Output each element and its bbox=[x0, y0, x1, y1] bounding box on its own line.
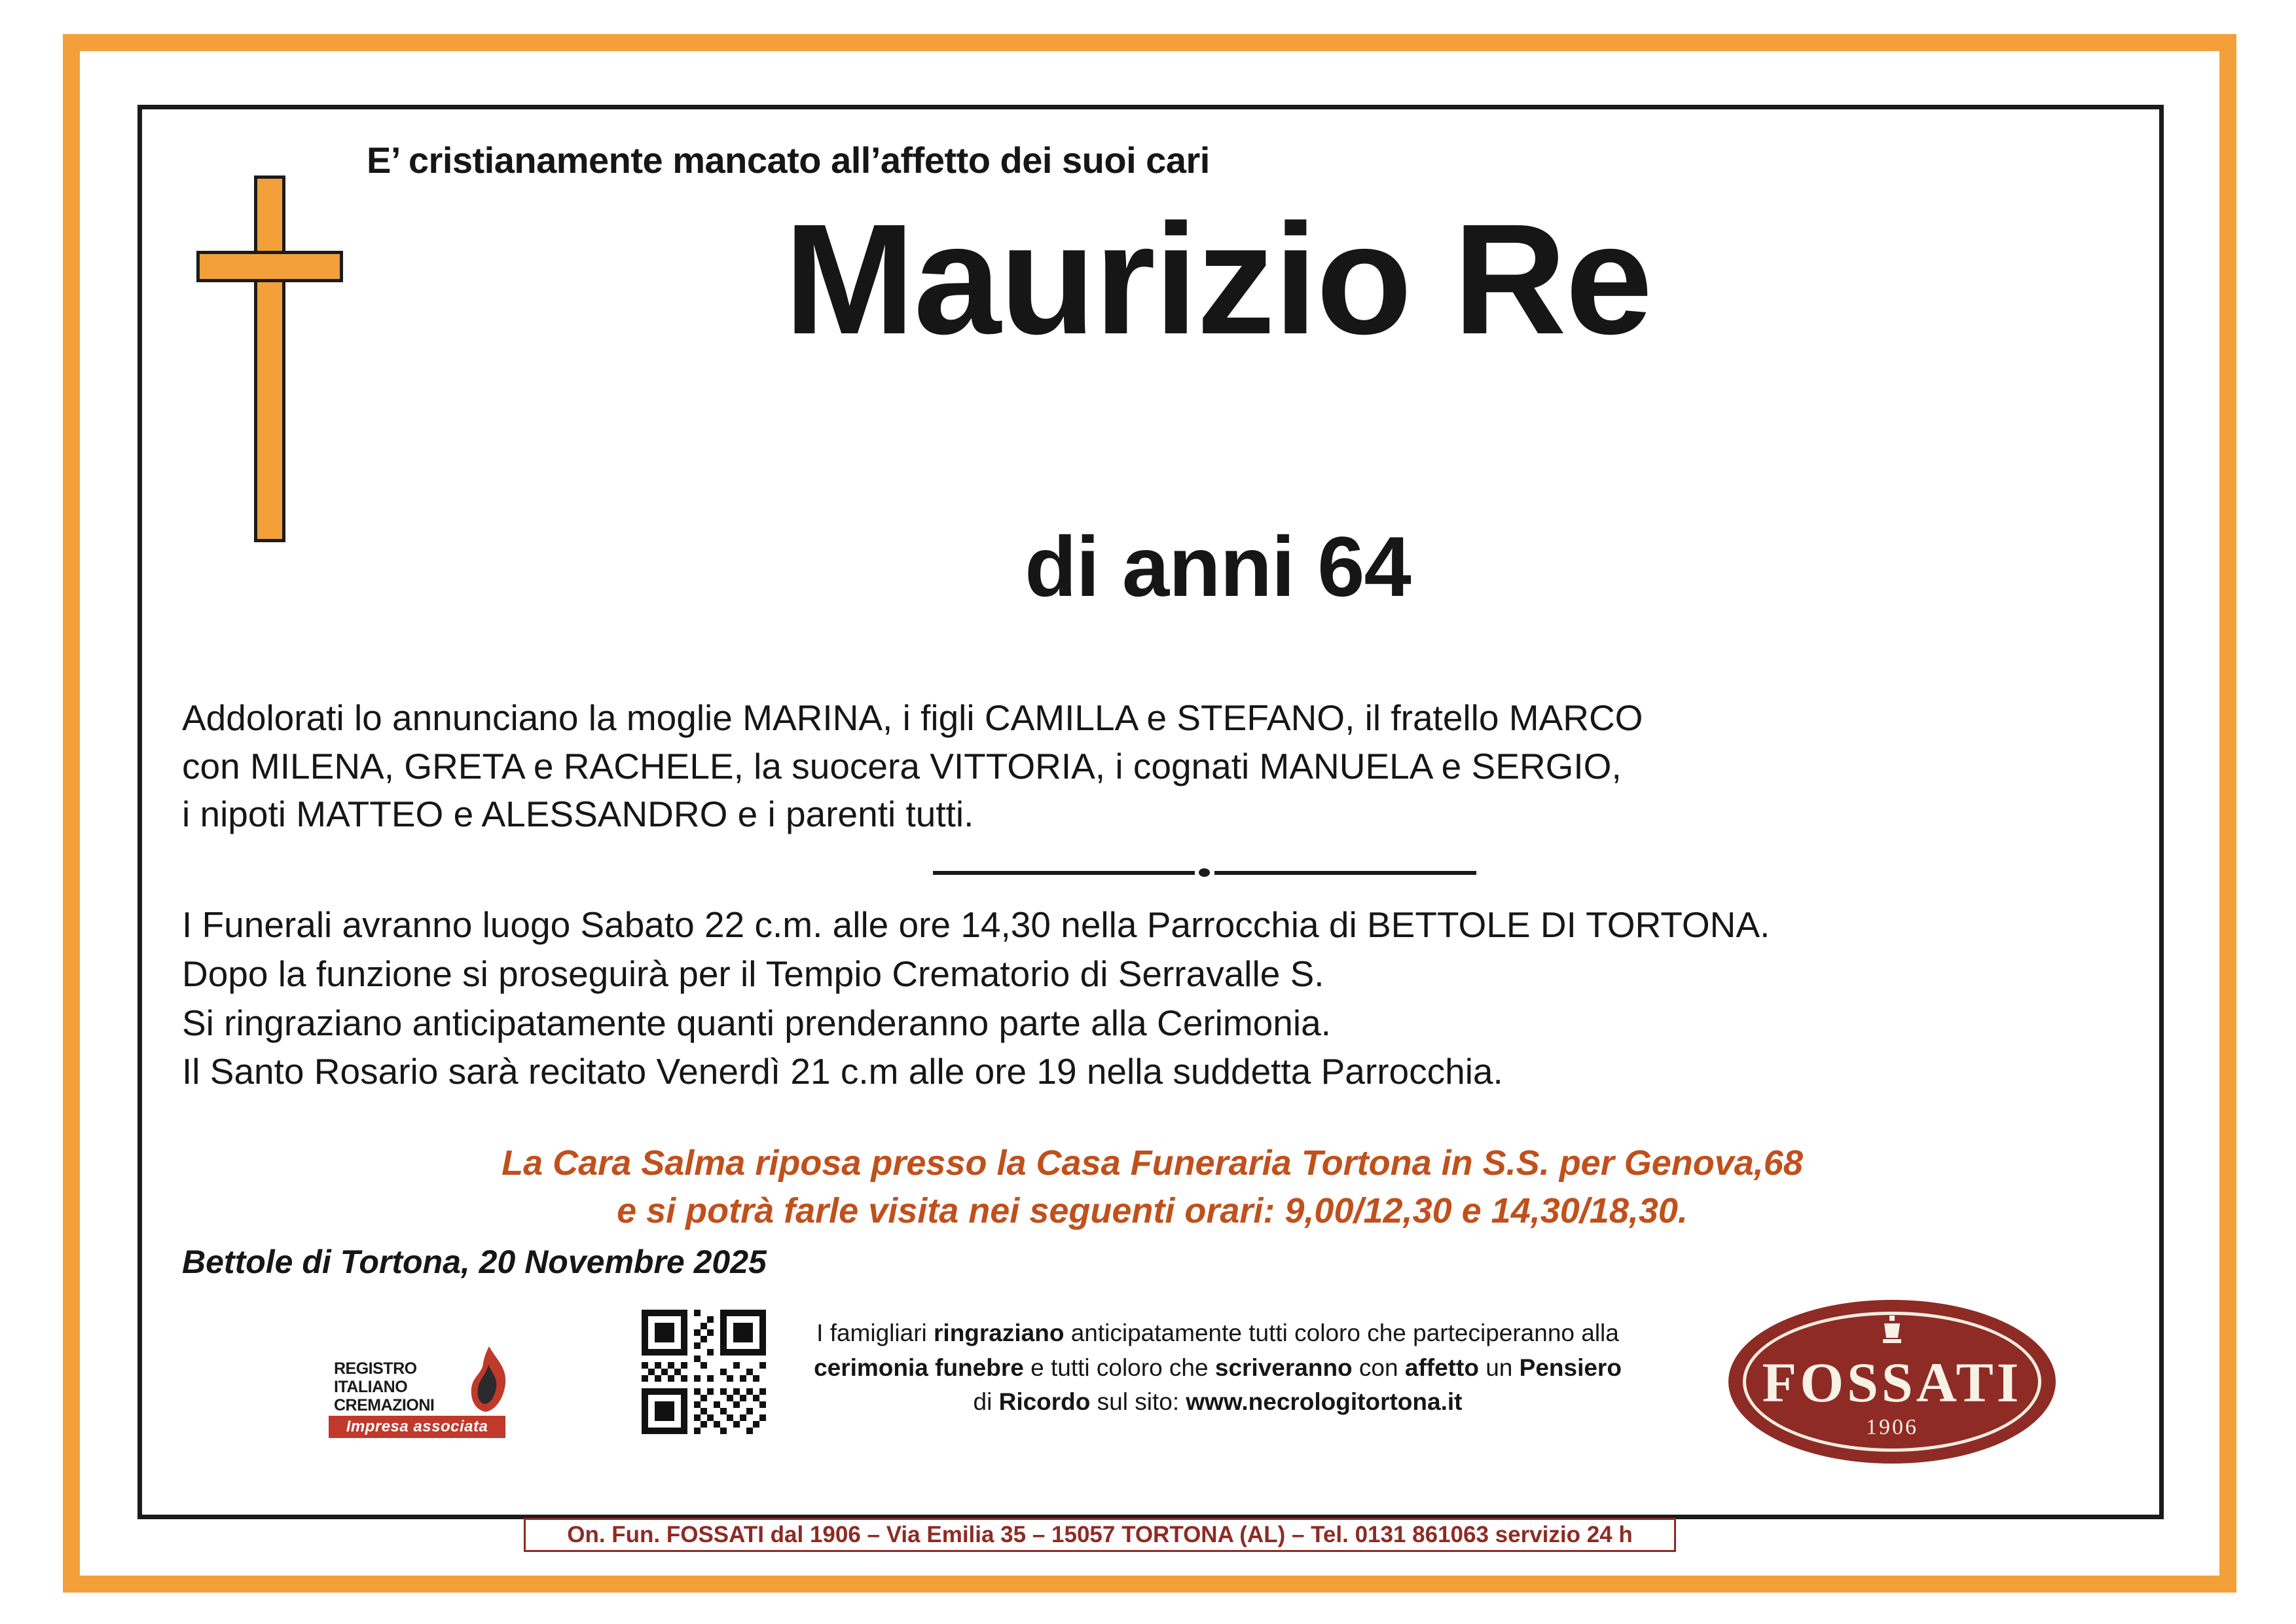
flame-svg bbox=[466, 1345, 512, 1413]
cremation-line-2: ITALIANO bbox=[334, 1378, 408, 1396]
thanks-emphasis: cerimonia funebre bbox=[814, 1354, 1024, 1381]
place-and-date: Bettole di Tortona, 20 Novembre 2025 bbox=[182, 1244, 767, 1280]
cremation-line-1: REGISTRO bbox=[334, 1359, 417, 1378]
service-line: Dopo la funzione si proseguirà per il Tempio Crematorio di Serravalle S. bbox=[182, 953, 1324, 994]
service-line: Si ringraziano anticipatamente quanti prenderanno parte alla Cerimonia. bbox=[182, 1002, 1331, 1043]
thanks-line-3 bbox=[786, 1385, 1650, 1420]
cross-horizontal-bar bbox=[196, 251, 343, 282]
thanks-text: anticipatamente tutti coloro che parteciperanno alla bbox=[1064, 1320, 1619, 1346]
divider-bar-right bbox=[1214, 871, 1476, 875]
thanks-emphasis: Pensiero bbox=[1519, 1354, 1622, 1381]
family-announcement bbox=[182, 694, 2133, 839]
thanks-emphasis: scriveranno bbox=[1214, 1354, 1353, 1381]
website-link[interactable]: www.necrologitortona.it bbox=[1186, 1388, 1463, 1416]
cross-vertical-bar bbox=[254, 175, 285, 542]
family-line: con MILENA, GRETA e RACHELE, la suocera VITTORIA, i cognati MANUELA e SERGIO, bbox=[182, 745, 1622, 786]
thanks-emphasis: ringraziano bbox=[934, 1320, 1065, 1346]
thanks-note bbox=[786, 1316, 1650, 1420]
qr-code-icon[interactable] bbox=[642, 1310, 766, 1434]
family-line: Addolorati lo annunciano la moglie MARINA, i figli CAMILLA e STEFANO, il fratello MARCO bbox=[182, 697, 1643, 738]
thanks-line-2 bbox=[786, 1351, 1650, 1386]
thanks-text: e tutti coloro che bbox=[1023, 1354, 1215, 1381]
funeral-service-details bbox=[182, 900, 2146, 1096]
fossati-logo bbox=[1728, 1300, 2056, 1464]
flame-icon bbox=[466, 1345, 512, 1413]
urn-icon bbox=[1880, 1316, 1904, 1344]
urn-svg bbox=[1880, 1316, 1904, 1344]
service-line: I Funerali avranno luogo Sabato 22 c.m. alle ore 14,30 nella Parrocchia di BETTOLE DI TORTONA. bbox=[182, 904, 1770, 945]
cremation-line-3: CREMAZIONI bbox=[334, 1396, 435, 1414]
cremation-registry-text bbox=[334, 1359, 458, 1414]
family-line: i nipoti MATTEO e ALESSANDRO e i parenti tutti. bbox=[182, 794, 974, 835]
deceased-age: di anni 64 bbox=[1025, 519, 1411, 614]
repose-info bbox=[196, 1139, 2108, 1235]
thanks-emphasis: Ricordo bbox=[998, 1388, 1091, 1416]
repose-line: e si potrà farle visita nei seguenti orari: 9,00/12,30 e 14,30/18,30. bbox=[617, 1190, 1688, 1230]
fossati-brand-name: FOSSATI bbox=[1762, 1351, 2022, 1414]
footer-contact-strip bbox=[524, 1518, 1676, 1552]
thanks-text: di bbox=[973, 1388, 999, 1416]
fossati-founding-year: 1906 bbox=[1866, 1415, 1918, 1439]
cremation-registry-logo bbox=[321, 1336, 537, 1441]
deceased-name: Maurizio Re bbox=[784, 191, 1652, 367]
intro-text: E’ cristianamente mancato all’affetto dei suoi cari bbox=[367, 139, 1210, 181]
divider-dot bbox=[1199, 868, 1210, 877]
christian-cross-icon bbox=[196, 175, 347, 542]
qr-code-svg bbox=[642, 1310, 766, 1434]
repose-line: La Cara Salma riposa presso la Casa Funeraria Tortona in S.S. per Genova,68 bbox=[501, 1143, 1803, 1183]
divider-bar-left bbox=[933, 871, 1195, 875]
thanks-emphasis: affetto bbox=[1404, 1354, 1479, 1381]
thanks-text: un bbox=[1478, 1354, 1520, 1381]
thanks-text: sul sito: bbox=[1090, 1388, 1186, 1416]
footer-contact-text: On. Fun. FOSSATI dal 1906 – Via Emilia 35 – 15057 TORTONA (AL) – Tel. 0131 861063 servizio 24 h bbox=[567, 1522, 1633, 1547]
thanks-text: con bbox=[1352, 1354, 1405, 1381]
thanks-line-1 bbox=[786, 1316, 1650, 1351]
cremation-ribbon-label: Impresa associata bbox=[329, 1416, 505, 1438]
service-line: Il Santo Rosario sarà recitato Venerdì 21 c.m alle ore 19 nella suddetta Parrocchia. bbox=[182, 1051, 1503, 1092]
thanks-text: I famigliari bbox=[816, 1320, 934, 1346]
ornamental-divider bbox=[933, 868, 1476, 877]
